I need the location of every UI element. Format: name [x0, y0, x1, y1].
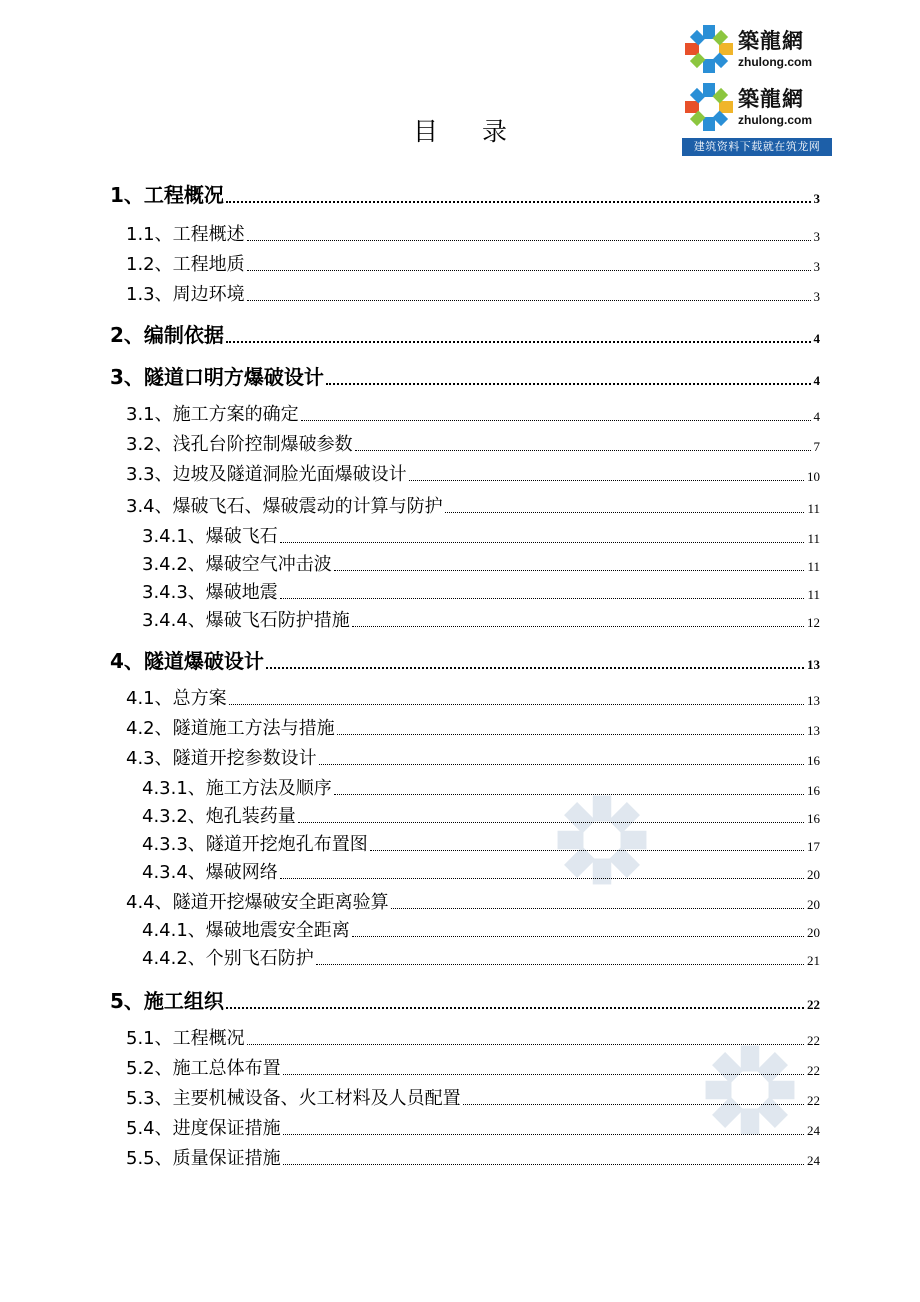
toc-dot-leader — [283, 1164, 804, 1165]
toc-dot-leader — [355, 450, 811, 451]
toc-dot-leader — [247, 270, 811, 271]
toc-dot-leader — [334, 570, 805, 571]
toc-entry[interactable] — [142, 916, 820, 942]
toc-dot-leader — [319, 764, 804, 765]
toc-entry-page: 16 — [807, 811, 820, 826]
toc-entry-page: 3 — [813, 229, 820, 244]
toc-entry-label: 4.3.1、施工方法及顺序 — [142, 778, 332, 799]
toc-entry[interactable] — [126, 250, 820, 276]
toc-entry[interactable] — [142, 802, 820, 828]
toc-entry-page: 3 — [813, 259, 820, 274]
toc-entry-page: 16 — [807, 753, 820, 768]
pinwheel-logo-icon — [682, 22, 736, 76]
toc-entry[interactable] — [126, 1054, 820, 1080]
toc-entry-page: 3 — [813, 289, 820, 304]
toc-entry-label: 4.4.1、爆破地震安全距离 — [142, 920, 350, 941]
toc-entry[interactable] — [126, 492, 820, 518]
toc-entry[interactable] — [126, 888, 820, 914]
toc-entry[interactable] — [126, 714, 820, 740]
toc-entry-page: 11 — [807, 531, 820, 546]
page-title: 目 录 — [413, 117, 525, 146]
toc-dot-leader — [337, 734, 804, 735]
toc-entry-label: 4.4、隧道开挖爆破安全距离验算 — [126, 892, 389, 913]
toc-entry-page: 22 — [807, 1093, 820, 1108]
toc-dot-leader — [352, 936, 804, 937]
toc-dot-leader — [229, 704, 804, 705]
toc-dot-leader — [409, 480, 804, 481]
toc-dot-leader — [226, 201, 811, 203]
toc-entry[interactable] — [110, 644, 820, 674]
toc-entry-page: 4 — [813, 331, 820, 346]
toc-dot-leader — [266, 667, 804, 669]
toc-dot-leader — [280, 542, 805, 543]
toc-dot-leader — [326, 383, 811, 385]
toc-entry[interactable] — [126, 220, 820, 246]
logo-banner: 建筑资料下载就在筑龙网 — [682, 138, 832, 156]
toc-entry-label: 4、隧道爆破设计 — [110, 649, 264, 673]
toc-entry-label: 3.4.4、爆破飞石防护措施 — [142, 610, 350, 631]
toc-entry[interactable] — [142, 830, 820, 856]
toc-entry-page: 20 — [807, 925, 820, 940]
toc-entry-page: 22 — [807, 997, 820, 1012]
toc-entry-label: 4.3.3、隧道开挖炮孔布置图 — [142, 834, 368, 855]
toc-entry[interactable] — [142, 774, 820, 800]
toc-entry-page: 4 — [813, 373, 820, 388]
toc-entry[interactable] — [110, 318, 820, 348]
toc-entry-label: 4.1、总方案 — [126, 688, 227, 709]
logo-domain: zhulong.com — [738, 54, 812, 69]
toc-entry-label: 1.1、工程概述 — [126, 224, 245, 245]
toc-dot-leader — [247, 300, 811, 301]
toc-entry-label: 5.4、进度保证措施 — [126, 1118, 281, 1139]
toc-entry-label: 4.3、隧道开挖参数设计 — [126, 748, 317, 769]
toc-entry[interactable] — [142, 522, 820, 548]
toc-entry[interactable] — [142, 578, 820, 604]
toc-entry-page: 21 — [807, 953, 820, 968]
logo-domain: zhulong.com — [738, 112, 812, 127]
toc-entry-label: 3、隧道口明方爆破设计 — [110, 365, 324, 389]
toc-entry[interactable] — [142, 944, 820, 970]
toc-entry-page: 24 — [807, 1153, 820, 1168]
toc-entry-label: 3.4.3、爆破地震 — [142, 582, 278, 603]
toc-entry[interactable] — [142, 858, 820, 884]
toc-dot-leader — [445, 512, 805, 513]
toc-dot-leader — [334, 794, 804, 795]
toc-entry[interactable] — [126, 280, 820, 306]
toc-entry-label: 5.2、施工总体布置 — [126, 1058, 281, 1079]
toc-entry-label: 5、施工组织 — [110, 989, 224, 1013]
toc-entry[interactable] — [126, 1084, 820, 1110]
toc-dot-leader — [226, 1007, 804, 1009]
toc-entry[interactable] — [110, 178, 820, 208]
toc-dot-leader — [370, 850, 804, 851]
logo-chinese-name: 築龍網 — [738, 28, 804, 53]
toc-entry-label: 3.3、边坡及隧道洞脸光面爆破设计 — [126, 464, 407, 485]
toc-dot-leader — [247, 240, 811, 241]
toc-entry-page: 17 — [807, 839, 820, 854]
toc-entry-page: 13 — [807, 723, 820, 738]
toc-entry-label: 5.5、质量保证措施 — [126, 1148, 281, 1169]
toc-entry-page: 24 — [807, 1123, 820, 1138]
toc-entry-page: 13 — [807, 693, 820, 708]
toc-dot-leader — [283, 1134, 804, 1135]
toc-entry-label: 4.4.2、个别飞石防护 — [142, 948, 314, 969]
toc-entry[interactable] — [126, 1114, 820, 1140]
toc-entry-page: 11 — [807, 559, 820, 574]
toc-entry-page: 11 — [807, 501, 820, 516]
toc-entry[interactable] — [126, 430, 820, 456]
toc-entry-label: 3.4.2、爆破空气冲击波 — [142, 554, 332, 575]
toc-dot-leader — [280, 878, 804, 879]
toc-entry-label: 4.3.4、爆破网络 — [142, 862, 278, 883]
toc-entry-page: 4 — [813, 409, 820, 424]
logo-chinese-name: 築龍網 — [738, 86, 804, 111]
toc-dot-leader — [298, 822, 804, 823]
toc-entry-page: 22 — [807, 1063, 820, 1078]
toc-entry-label: 1.3、周边环境 — [126, 284, 245, 305]
toc-entry-page: 20 — [807, 897, 820, 912]
toc-dot-leader — [391, 908, 804, 909]
toc-entry-label: 3.4.1、爆破飞石 — [142, 526, 278, 547]
toc-entry[interactable] — [126, 400, 820, 426]
toc-dot-leader — [280, 598, 805, 599]
toc-dot-leader — [463, 1104, 804, 1105]
zhulong-logo — [682, 20, 832, 78]
toc-entry-label: 4.2、隧道施工方法与措施 — [126, 718, 335, 739]
toc-entry-page: 10 — [807, 469, 820, 484]
toc-entry[interactable] — [126, 1144, 820, 1170]
toc-dot-leader — [247, 1044, 804, 1045]
toc-entry-page: 3 — [813, 191, 820, 206]
toc-dot-leader — [283, 1074, 804, 1075]
toc-entry-page: 13 — [807, 657, 820, 672]
toc-entry-page: 11 — [807, 587, 820, 602]
toc-entry-page: 22 — [807, 1033, 820, 1048]
toc-entry[interactable] — [110, 984, 820, 1014]
toc-entry[interactable] — [126, 684, 820, 710]
toc-entry-label: 2、编制依据 — [110, 323, 224, 347]
toc-entry-label: 3.1、施工方案的确定 — [126, 404, 299, 425]
toc-dot-leader — [316, 964, 804, 965]
toc-entry-label: 5.1、工程概况 — [126, 1028, 245, 1049]
toc-entry-page: 12 — [807, 615, 820, 630]
toc-entry[interactable] — [142, 550, 820, 576]
toc-dot-leader — [226, 341, 811, 343]
toc-entry[interactable] — [126, 744, 820, 770]
toc-entry-page: 20 — [807, 867, 820, 882]
toc-entry-label: 3.4、爆破飞石、爆破震动的计算与防护 — [126, 496, 443, 517]
toc-entry[interactable] — [110, 360, 820, 390]
toc-entry-label: 1、工程概况 — [110, 183, 224, 207]
toc-dot-leader — [352, 626, 804, 627]
toc-entry-page: 16 — [807, 783, 820, 798]
toc-entry-label: 5.3、主要机械设备、火工材料及人员配置 — [126, 1088, 461, 1109]
toc-entry-page: 7 — [813, 439, 820, 454]
toc-entry[interactable] — [126, 1024, 820, 1050]
toc-entry-label: 3.2、浅孔台阶控制爆破参数 — [126, 434, 353, 455]
toc-dot-leader — [301, 420, 811, 421]
toc-entry-label: 4.3.2、炮孔装药量 — [142, 806, 296, 827]
toc-entry[interactable] — [126, 460, 820, 486]
toc-entry[interactable] — [142, 606, 820, 632]
toc-entry-label: 1.2、工程地质 — [126, 254, 245, 275]
